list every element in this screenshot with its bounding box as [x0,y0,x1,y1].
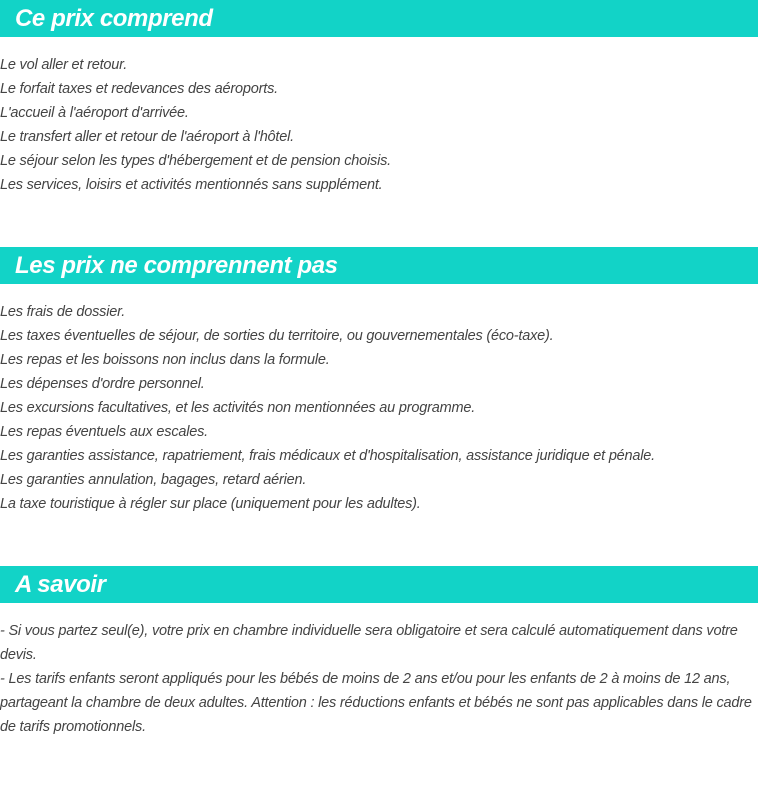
included-list [0,53,756,197]
list-item: Le forfait taxes et redevances des aéroports. [0,81,278,97]
list-item: Les services, loisirs et activités mentionnés sans supplément. [0,177,383,193]
section-title: Ce prix comprend [15,5,213,32]
list-item: Les excursions facultatives, et les activités non mentionnées au programme. [0,400,476,416]
list-item: L'accueil à l'aéroport d'arrivée. [0,105,189,121]
list-item: Les garanties assistance, rapatriement, frais médicaux et d'hospitalisation, assistance juridique et pénale. [0,448,655,464]
list-item: Les repas et les boissons non inclus dans la formule. [0,352,330,368]
list-item: Les dépenses d'ordre personnel. [0,376,205,392]
not-included-list [0,300,756,516]
section-title: A savoir [15,571,106,598]
list-item: Les taxes éventuelles de séjour, de sorties du territoire, ou gouvernementales (éco-taxe). [0,328,554,344]
good-to-know-text [0,619,752,739]
info-paragraph: - Si vous partez seul(e), votre prix en chambre individuelle sera obligatoire et sera calculé automatiquement dans votre devis. [0,623,738,663]
list-item: Le séjour selon les types d'hébergement et de pension choisis. [0,153,391,169]
list-item: Les frais de dossier. [0,304,126,320]
list-item: Le vol aller et retour. [0,57,128,73]
info-paragraph: - Les tarifs enfants seront appliqués pour les bébés de moins de 2 ans et/ou pour les enfants de 2 à moins de 12 ans, partageant la chambre de deux adultes. Attention : les réductions enfants et bébés ne sont pas applicables dans le cadre de tarifs promotionnels. [0,671,752,735]
list-item: Les repas éventuels aux escales. [0,424,209,440]
list-item: Le transfert aller et retour de l'aéroport à l'hôtel. [0,129,294,145]
section-title: Les prix ne comprennent pas [15,252,338,279]
section-header-included [0,0,758,37]
section-header-not-included [0,247,758,284]
section-header-good-to-know [0,566,758,603]
list-item: Les garanties annulation, bagages, retard aérien. [0,472,307,488]
list-item: La taxe touristique à régler sur place (uniquement pour les adultes). [0,496,421,512]
